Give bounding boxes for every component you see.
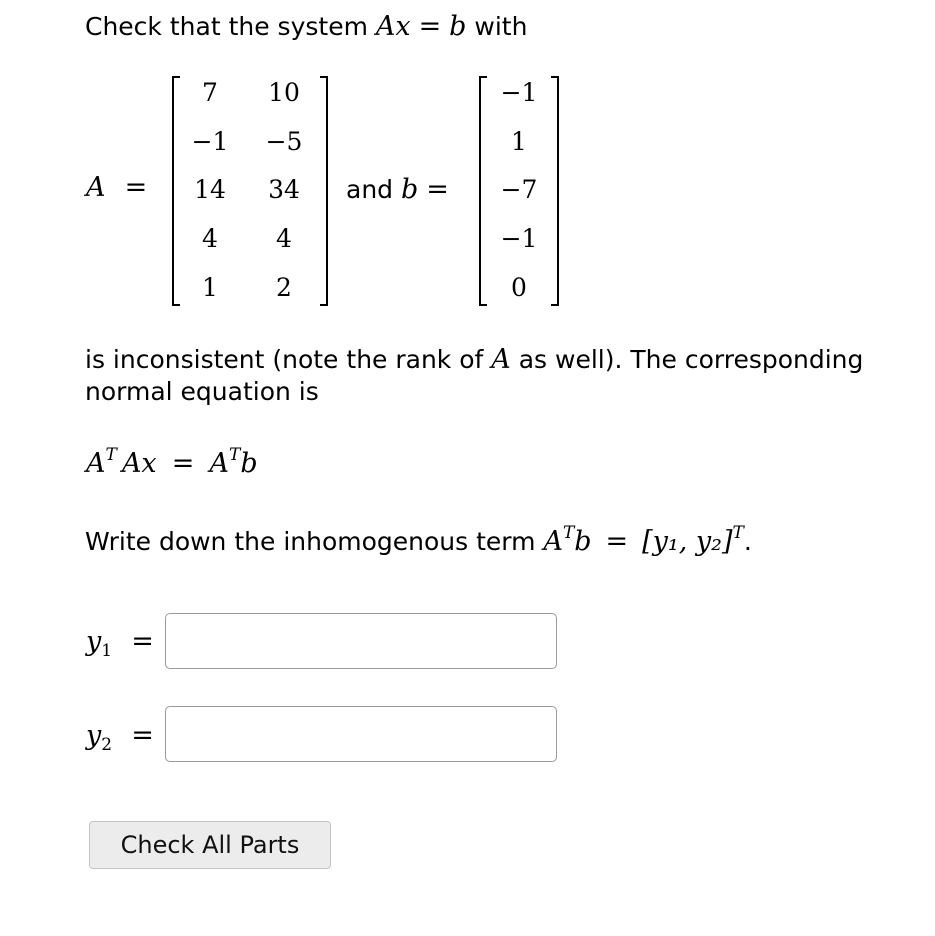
- normal-eq-t1: T: [105, 445, 117, 465]
- vector-b-left-bracket: [479, 76, 487, 306]
- normal-eq-a1: A: [86, 448, 106, 479]
- instruction-line: [85, 524, 752, 559]
- matrix-a-cell: 10: [268, 78, 300, 107]
- intro-math-rhs: b: [449, 11, 467, 42]
- matrix-a-cell: 2: [276, 273, 292, 302]
- instruction-equals: =: [605, 526, 629, 557]
- instruction-period: .: [743, 527, 752, 556]
- answer-var-y1: y: [86, 626, 102, 657]
- matrix-a-cell: −1: [191, 127, 229, 156]
- matrix-a-equals: =: [124, 172, 148, 203]
- intro-line: [85, 9, 527, 44]
- vector-b-cell: −1: [500, 224, 538, 253]
- answer-equals-y2: =: [131, 720, 154, 751]
- normal-eq-b: b: [240, 448, 258, 479]
- answer-label-y2: [86, 720, 154, 755]
- answer-equals-y1: =: [131, 626, 154, 657]
- answer-sub-y2: 2: [101, 735, 113, 755]
- matrix-a-cell: 34: [268, 175, 300, 204]
- and-text: and: [346, 175, 394, 204]
- vector-b: [479, 76, 559, 306]
- matrix-a-left-bracket: [172, 76, 180, 306]
- y1-input[interactable]: [165, 613, 557, 669]
- check-all-parts-button[interactable]: Check All Parts: [89, 821, 331, 869]
- instruction-b: b: [574, 526, 592, 557]
- inconsistent-part1: is inconsistent (note the rank of: [85, 345, 484, 374]
- matrix-a-cell: 7: [202, 78, 218, 107]
- vector-b-cell: −7: [500, 175, 538, 204]
- matrix-a-cell: 14: [194, 175, 226, 204]
- normal-eq-ax: Ax: [121, 448, 157, 479]
- matrix-a-cell: 4: [202, 224, 218, 253]
- instruction-text: Write down the inhomogenous term: [85, 527, 536, 556]
- matrix-a-label-group: [86, 172, 147, 203]
- matrix-a-cell: 1: [202, 273, 218, 302]
- intro-tail: with: [474, 12, 528, 41]
- matrix-a-right-bracket: [320, 76, 328, 306]
- vector-b-equals: =: [426, 174, 449, 205]
- inconsistent-line-2: normal equation is: [85, 377, 319, 406]
- matrix-a-cell: −5: [265, 127, 303, 156]
- inconsistent-part2: as well). The corresponding: [518, 345, 864, 374]
- intro-math-lhs: Ax: [375, 11, 411, 42]
- vector-b-cell: −1: [500, 78, 538, 107]
- instruction-vector: [y₁, y₂]: [642, 526, 733, 557]
- matrix-a-cell: 4: [276, 224, 292, 253]
- normal-eq-equals: =: [171, 448, 195, 479]
- matrix-a: [172, 76, 328, 306]
- vector-b-cell: 1: [511, 127, 527, 156]
- inconsistent-line-1: [85, 342, 863, 377]
- answer-label-y1: [86, 626, 154, 661]
- answer-var-y2: y: [86, 720, 102, 751]
- instruction-a: A: [543, 526, 563, 557]
- normal-equation: [86, 445, 258, 479]
- normal-eq-t2: T: [228, 445, 241, 465]
- y2-input[interactable]: [165, 706, 557, 762]
- normal-eq-a2: A: [209, 448, 229, 479]
- intro-equals: =: [418, 11, 442, 42]
- answer-sub-y1: 1: [101, 641, 113, 661]
- instruction-t2: T: [732, 523, 744, 543]
- intro-text: Check that the system: [85, 12, 368, 41]
- matrix-a-label: A: [86, 172, 106, 203]
- instruction-t: T: [562, 523, 575, 543]
- vector-b-label-group: [346, 172, 449, 207]
- vector-b-label: b: [401, 174, 419, 205]
- vector-b-right-bracket: [551, 76, 559, 306]
- vector-b-cell: 0: [511, 273, 527, 302]
- inconsistent-a: A: [491, 344, 511, 375]
